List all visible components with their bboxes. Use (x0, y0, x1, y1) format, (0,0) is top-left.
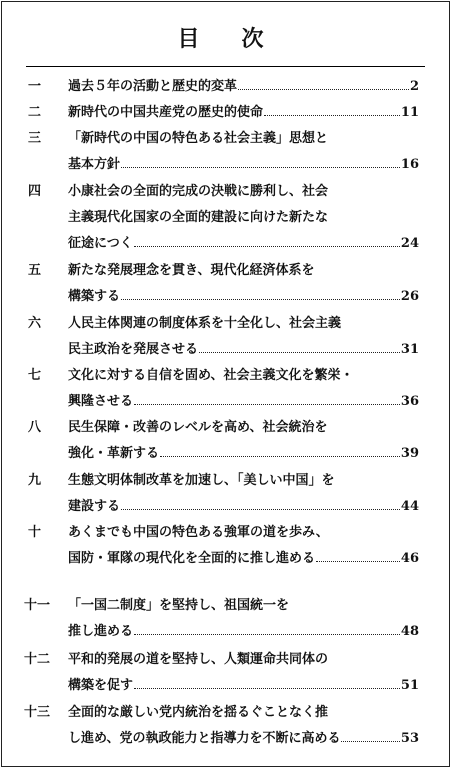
toc-page-number: 53 (400, 731, 419, 746)
toc-entry-text: 平和的発展の道を堅持し、人類運命共同体の (68, 652, 329, 667)
toc-entry-text: 興隆させる (68, 394, 134, 409)
toc-entry-text: 国防・軍隊の現代化を全面的に推し進める (68, 551, 316, 566)
dot-leader (134, 246, 400, 247)
toc-entry-text: 人民主体関連の制度体系を十全化し、社会主義 (68, 316, 342, 331)
dot-leader (341, 741, 399, 742)
toc-entry-text: 建設する (68, 499, 121, 514)
toc-page-number: 24 (400, 236, 419, 251)
dot-leader (134, 634, 400, 635)
toc-page-number: 26 (400, 289, 419, 304)
toc-entry-text: 新たな発展理念を貫き、現代化経済体系を (68, 263, 315, 278)
toc-page-number: 2 (409, 79, 419, 94)
toc-page-number: 36 (400, 394, 419, 409)
toc-entry-text: 構築を促す (68, 678, 134, 693)
toc-page-number: 16 (400, 157, 419, 172)
toc-entry-number: 十三 (24, 705, 51, 720)
toc-page-number: 51 (400, 678, 419, 693)
dot-leader (238, 89, 409, 90)
toc-entry-text: 推し進める (68, 624, 134, 639)
toc-entry-text: 小康社会の全面的完成の決戦に勝利し、社会 (68, 184, 329, 199)
toc-entry-text: 「新時代の中国の特色ある社会主義」思想と (68, 131, 329, 146)
toc-entry-number: 十二 (24, 652, 51, 667)
toc-entry-text: 強化・革新する (68, 446, 160, 461)
toc-entry-number: 五 (28, 263, 42, 278)
toc-entry-number: 九 (28, 473, 42, 488)
toc-entry-number: 十一 (24, 598, 51, 613)
toc-entry-text: 構築する (68, 289, 121, 304)
dot-leader (134, 404, 400, 405)
toc-page-number: 11 (400, 105, 419, 120)
toc-entry-text: 生態文明体制改革を加速し、「美しい中国」を (68, 473, 335, 488)
page-title: 目 次 (177, 26, 274, 52)
dot-leader (160, 456, 400, 457)
toc-entry-text: 民生保障・改善のレベルを高め、社会統治を (68, 420, 328, 435)
dot-leader (121, 299, 400, 300)
toc-entry-number: 四 (28, 184, 42, 199)
dot-leader (121, 509, 400, 510)
top-rule (26, 66, 425, 67)
dot-leader (264, 115, 400, 116)
toc-entry-number: 六 (28, 316, 42, 331)
toc-entry-number: 七 (28, 368, 42, 383)
toc-entry-text: 文化に対する自信を固め、社会主義文化を繁栄・ (68, 368, 354, 383)
dot-leader (121, 167, 400, 168)
dot-leader (316, 561, 400, 562)
toc-entry-text: 「一国二制度」を堅持し、祖国統一を (68, 598, 290, 613)
toc-entry-text: 主義現代化国家の全面的建設に向けた新たな (68, 210, 329, 225)
dot-leader (134, 688, 400, 689)
toc-entry-text: し進め、党の執政能力と指導力を不断に高める (68, 731, 341, 746)
toc-page (1, 1, 450, 767)
toc-entry-number: 三 (28, 131, 42, 146)
toc-entry-text: 民主政治を発展させる (68, 342, 199, 357)
toc-entry-number: 一 (28, 79, 42, 94)
toc-entry-number: 八 (28, 420, 42, 435)
toc-entry-number: 二 (28, 105, 42, 120)
toc-entry-text: 征途につく (68, 236, 133, 251)
toc-entry-text: 全面的な厳しい党内統治を揺るぐことなく推 (68, 705, 329, 720)
toc-entry-number: 十 (28, 525, 42, 540)
dot-leader (199, 352, 400, 353)
toc-entry-text: あくまでも中国の特色ある強軍の道を歩み、 (68, 525, 329, 540)
toc-entry-text: 新時代の中国共産党の歴史的使命 (68, 105, 264, 120)
toc-page-number: 44 (400, 499, 419, 514)
toc-entry-text: 基本方針 (68, 157, 121, 172)
toc-page-number: 39 (400, 446, 419, 461)
toc-page-number: 46 (400, 551, 419, 566)
toc-page-number: 31 (400, 342, 419, 357)
toc-entry-text: 過去５年の活動と歴史的変革 (68, 79, 238, 94)
toc-page-number: 48 (400, 624, 419, 639)
